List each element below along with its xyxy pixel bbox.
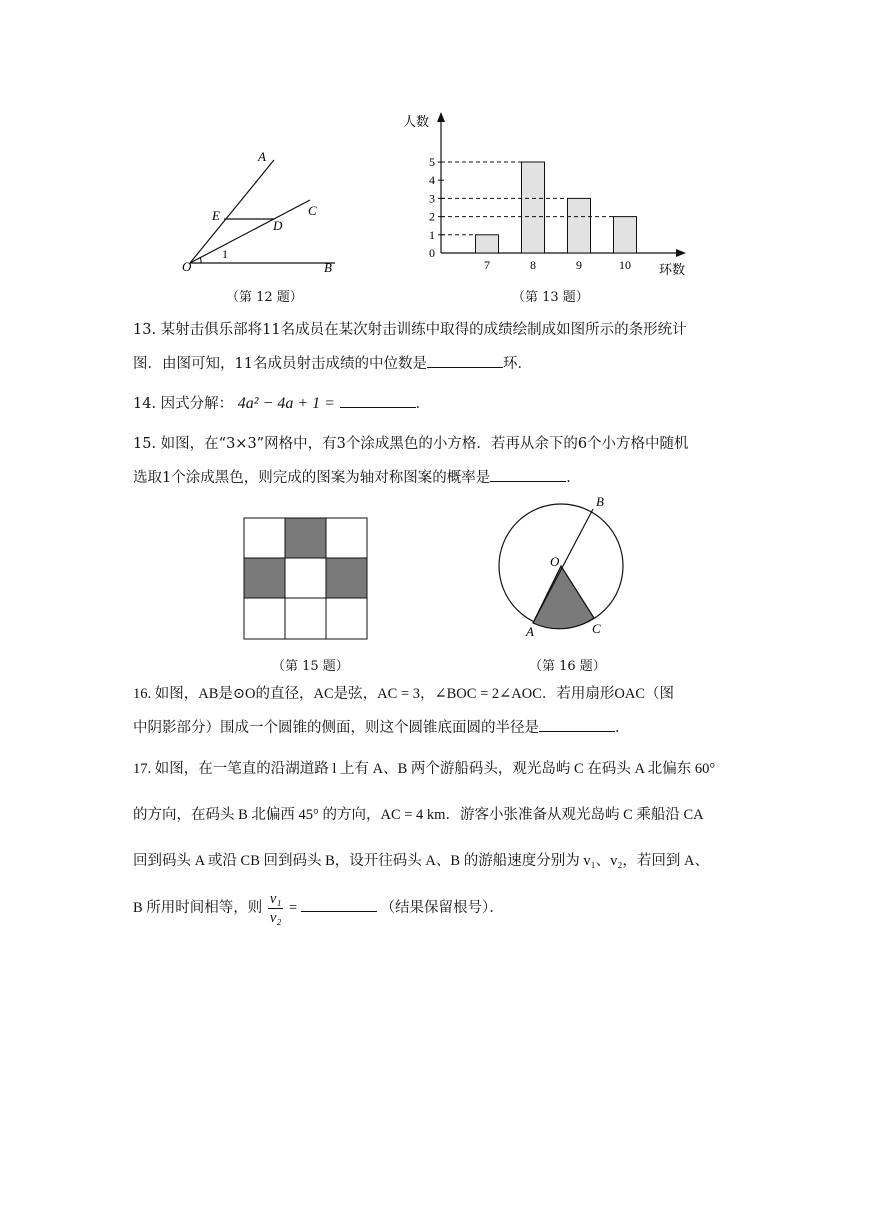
grid-cell-8 xyxy=(326,598,367,639)
y-tick-label-0: 0 xyxy=(429,246,435,260)
q13-line2 xyxy=(133,352,532,373)
x-tick-label-7: 7 xyxy=(484,258,490,272)
grid-cell-2 xyxy=(326,518,367,558)
q16-answer-blank[interactable] xyxy=(539,717,615,732)
q17-equals: = xyxy=(289,899,298,916)
y-axis-arrow xyxy=(437,112,445,122)
q13-text: 图．由图可知，11名成员射击成绩的中位数是 xyxy=(133,356,427,372)
y-tick-label-4: 4 xyxy=(429,173,435,188)
q17-fraction xyxy=(268,890,283,927)
y-tick-label-2: 2 xyxy=(429,209,435,224)
q17-answer-blank[interactable] xyxy=(301,897,377,912)
label-A: A xyxy=(526,624,534,639)
grid-cell-4 xyxy=(285,558,326,598)
ray-OA xyxy=(190,160,274,263)
x-axis-arrow xyxy=(676,249,686,257)
q14-answer-blank[interactable] xyxy=(340,393,416,408)
caption-fig16: （第 16 题） xyxy=(529,659,606,674)
figure-15-grid xyxy=(243,517,368,640)
y-tick-label-3: 3 xyxy=(429,191,435,206)
label-D: D xyxy=(273,218,283,233)
figure-12 xyxy=(170,145,350,280)
caption-fig13: （第 13 题） xyxy=(512,290,589,305)
label-C: C xyxy=(592,621,601,636)
q14-expression: 4a² − 4a + 1 = xyxy=(237,395,335,412)
label-A: A xyxy=(258,149,266,164)
q16-suffix: ． xyxy=(615,720,630,736)
bar-8 xyxy=(522,162,545,253)
figure-13-bar-chart xyxy=(395,108,705,283)
q16-line2 xyxy=(133,716,630,737)
label-B: B xyxy=(596,494,604,509)
q16-line1: 16. 如图，AB是⊙O的直径，AC是弦，AC = 3，∠BOC = 2∠AOC．若用扇形OAC（图 xyxy=(133,686,674,702)
angle-1-arc xyxy=(200,257,201,263)
q17-line1: 17. 如图，在一笔直的沿湖道路 l 上有 A、B 两个游船码头，观光岛屿 C 在码头 A 北偏东 60° xyxy=(133,761,716,777)
q15-text: 选取1个涂成黑色，则完成的图案为轴对称图案的概率是 xyxy=(133,470,491,486)
caption-fig15: （第 15 题） xyxy=(272,659,349,674)
x-tick-label-8: 8 xyxy=(530,258,536,272)
fraction-numerator: v₁ xyxy=(269,891,282,907)
q14-prefix: 14. 因式分解： xyxy=(133,396,234,412)
label-C: C xyxy=(308,203,317,218)
q13-unit: 环． xyxy=(502,356,532,372)
x-tick-label-10: 10 xyxy=(619,258,631,272)
x-tick-label-9: 9 xyxy=(576,258,582,272)
q17-line3: 回到码头 A 或沿 CB 回到码头 B，设开往码头 A、B 的游船速度分别为 v₁、v₂，若回到 A、 xyxy=(133,853,710,869)
q17-note: （结果保留根号）． xyxy=(380,899,504,916)
x-axis-label: 环数 xyxy=(659,262,686,277)
figure-16-circle xyxy=(495,490,630,640)
caption-fig12: （第 12 题） xyxy=(226,290,303,305)
bar-9 xyxy=(568,198,591,253)
ray-OC xyxy=(190,200,310,263)
y-axis-label: 人数 xyxy=(403,114,430,129)
q15-suffix: ． xyxy=(566,470,581,486)
q13-line1: 13. 某射击俱乐部将11名成员在某次射击训练中取得的成绩绘制成如图所示的条形统计 xyxy=(133,322,687,338)
y-tick-label-1: 1 xyxy=(429,227,435,242)
fraction-denominator: v₂ xyxy=(269,910,282,926)
label-angle-1: 1 xyxy=(222,247,228,261)
y-tick-label-5: 5 xyxy=(429,155,435,169)
q17-line2: 的方向，在码头 B 北偏西 45° 的方向，AC = 4 km．游客小张准备从观光岛屿 C 乘船沿 CA xyxy=(133,807,704,823)
label-O: O xyxy=(182,259,192,274)
q15-line1: 15. 如图，在“3×3”网格中，有3个涂成黑色的小方格．若再从余下的6个小方格中随机 xyxy=(133,436,689,452)
q14-suffix: ． xyxy=(415,396,431,412)
sector-OAC xyxy=(533,566,594,629)
grid-cell-0 xyxy=(244,518,285,558)
q13-answer-blank[interactable] xyxy=(427,353,503,368)
q15-line2 xyxy=(133,466,581,487)
label-B: B xyxy=(324,260,332,275)
label-E: E xyxy=(212,208,220,223)
q14-line xyxy=(133,392,430,413)
grid-cell-7 xyxy=(285,598,326,639)
q16-text: 中阴影部分）围成一个圆锥的侧面，则这个圆锥底面圆的半径是 xyxy=(133,720,539,736)
grid-cell-5-shaded xyxy=(326,558,367,598)
grid-cell-1-shaded xyxy=(285,518,326,558)
q15-answer-blank[interactable] xyxy=(490,467,566,482)
label-O: O xyxy=(550,554,560,569)
q17-text: B 所用时间相等，则 xyxy=(133,899,263,916)
bar-10 xyxy=(614,217,637,253)
grid-cell-6 xyxy=(244,598,285,639)
q17-line4 xyxy=(133,890,504,927)
bar-7 xyxy=(476,235,499,253)
grid-cell-3-shaded xyxy=(244,558,285,598)
